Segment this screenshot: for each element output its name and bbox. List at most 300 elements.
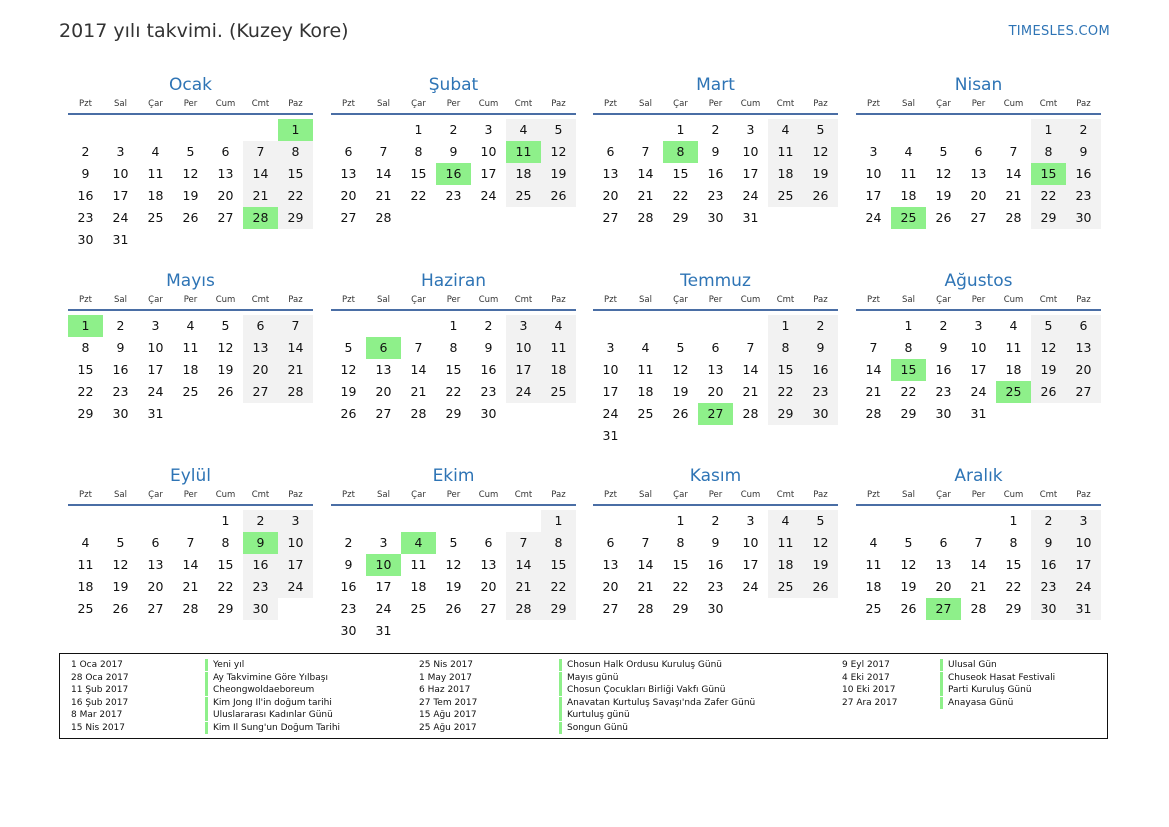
- day-cell: 20: [935, 579, 952, 594]
- empty-cell: [891, 119, 926, 141]
- day-cell: 13: [1066, 337, 1101, 359]
- day-cell: 20: [970, 188, 987, 203]
- weekday-label: Per: [708, 295, 723, 305]
- day-cell: 9: [1031, 532, 1066, 554]
- day-cell: 13: [970, 166, 987, 181]
- month-name: Ağustos: [944, 271, 1013, 291]
- month-3: [593, 74, 838, 229]
- month-4: [856, 74, 1101, 229]
- day-cell: 4: [186, 318, 195, 333]
- month-divider: [331, 504, 576, 506]
- empty-cell: [366, 119, 401, 141]
- weekday-label: Per: [446, 295, 461, 305]
- weekday-label: Çar: [673, 99, 688, 109]
- day-cell: 26: [445, 601, 462, 616]
- empty-cell: [506, 510, 541, 532]
- weekday-label: Per: [971, 295, 986, 305]
- day-cell: 22: [1031, 185, 1066, 207]
- empty-cell: [856, 510, 891, 532]
- empty-cell: [138, 119, 173, 141]
- day-cell: 18: [637, 384, 654, 399]
- day-cell: 2: [711, 122, 720, 137]
- day-cell: 20: [340, 188, 357, 203]
- month-5: [68, 270, 313, 425]
- day-cell: 3: [506, 315, 541, 337]
- month-6: [331, 270, 576, 425]
- legend-date: 27 Tem 2017: [419, 697, 478, 708]
- weekday-label: Cmt: [776, 295, 795, 305]
- empty-cell: [401, 510, 436, 532]
- day-cell: 12: [541, 141, 576, 163]
- empty-cell: [628, 119, 663, 141]
- day-cell: 28: [970, 601, 987, 616]
- weekday-label: Per: [183, 99, 198, 109]
- day-cell: 18: [900, 188, 917, 203]
- day-cell: 1: [1031, 119, 1066, 141]
- day-cell: 2: [1066, 119, 1101, 141]
- weekday-label: Çar: [411, 99, 426, 109]
- weekday-header: [331, 294, 576, 307]
- legend-date: 4 Eki 2017: [842, 672, 890, 683]
- day-cell: 8: [1009, 535, 1018, 550]
- weekday-label: Paz: [551, 295, 566, 305]
- legend-date: 8 Mar 2017: [71, 710, 123, 721]
- day-cell: 30: [340, 623, 357, 638]
- weekday-label: Cum: [215, 99, 236, 109]
- day-cell: 11: [410, 557, 427, 572]
- empty-cell: [593, 315, 628, 337]
- weekday-label: Sal: [114, 99, 127, 109]
- day-cell: 5: [116, 535, 125, 550]
- day-cell: 5: [904, 535, 913, 550]
- day-cell: 15: [278, 163, 313, 185]
- day-cell: 22: [672, 188, 689, 203]
- day-cell: 3: [151, 318, 160, 333]
- weekday-label: Paz: [1076, 295, 1091, 305]
- empty-cell: [103, 510, 138, 532]
- day-cell: 23: [243, 576, 278, 598]
- day-cell: 29: [541, 598, 576, 620]
- empty-cell: [68, 119, 103, 141]
- day-cell: 6: [151, 535, 160, 550]
- day-cell: 21: [742, 384, 759, 399]
- empty-cell: [243, 119, 278, 141]
- day-cell: 29: [768, 403, 803, 425]
- holiday-day-cell: 27: [926, 598, 961, 620]
- day-cell: 5: [803, 510, 838, 532]
- empty-cell: [138, 510, 173, 532]
- month-divider: [593, 113, 838, 115]
- day-cell: 17: [480, 166, 497, 181]
- day-cell: 29: [217, 601, 234, 616]
- day-cell: 20: [217, 188, 234, 203]
- day-cell: 6: [974, 144, 983, 159]
- day-cell: 28: [1005, 210, 1022, 225]
- weekday-header: [856, 489, 1101, 502]
- day-cell: 14: [410, 362, 427, 377]
- day-cell: 4: [541, 315, 576, 337]
- day-cell: 10: [147, 340, 164, 355]
- empty-cell: [471, 510, 506, 532]
- day-cell: 11: [77, 557, 94, 572]
- day-cell: 12: [803, 141, 838, 163]
- holiday-day-cell: 1: [278, 119, 313, 141]
- day-cell: 26: [112, 601, 129, 616]
- day-cell: 2: [243, 510, 278, 532]
- month-divider: [68, 113, 313, 115]
- weekday-label: Cmt: [514, 295, 533, 305]
- day-cell: 26: [340, 406, 357, 421]
- day-grid: [856, 510, 1101, 620]
- day-cell: 19: [541, 163, 576, 185]
- weekday-label: Cum: [1003, 490, 1024, 500]
- day-cell: 1: [676, 122, 685, 137]
- day-cell: 3: [116, 144, 125, 159]
- day-cell: 1: [676, 513, 685, 528]
- day-cell: 29: [900, 406, 917, 421]
- day-cell: 7: [379, 144, 388, 159]
- month-1: [68, 74, 313, 251]
- legend-holiday-name: Anavatan Kurtuluş Savaşı'nda Zafer Günü: [559, 697, 755, 709]
- empty-cell: [436, 510, 471, 532]
- day-cell: 4: [869, 535, 878, 550]
- legend-holiday-name: Mayıs günü: [559, 672, 618, 684]
- month-name: Haziran: [420, 271, 487, 291]
- weekday-label: Cum: [478, 295, 499, 305]
- weekday-label: Çar: [673, 295, 688, 305]
- month-9: [68, 465, 313, 620]
- day-cell: 10: [1066, 532, 1101, 554]
- day-cell: 7: [1009, 144, 1018, 159]
- weekday-label: Sal: [639, 490, 652, 500]
- day-cell: 21: [637, 579, 654, 594]
- legend-holiday-name: Chosun Halk Ordusu Kuruluş Günü: [559, 659, 722, 671]
- day-grid: [856, 315, 1101, 425]
- weekday-label: Pzt: [604, 99, 617, 109]
- weekday-header: [68, 489, 313, 502]
- day-cell: 19: [900, 579, 917, 594]
- day-cell: 7: [641, 144, 650, 159]
- empty-cell: [628, 510, 663, 532]
- day-cell: 22: [217, 579, 234, 594]
- empty-cell: [366, 315, 401, 337]
- day-cell: 9: [711, 535, 720, 550]
- weekday-label: Per: [971, 99, 986, 109]
- day-cell: 6: [344, 144, 353, 159]
- day-cell: 17: [742, 557, 759, 572]
- empty-cell: [173, 119, 208, 141]
- weekday-label: Paz: [551, 490, 566, 500]
- day-cell: 24: [742, 579, 759, 594]
- day-cell: 1: [221, 513, 230, 528]
- weekday-label: Çar: [411, 490, 426, 500]
- day-cell: 4: [151, 144, 160, 159]
- day-cell: 10: [112, 166, 129, 181]
- day-cell: 24: [480, 188, 497, 203]
- day-cell: 19: [182, 188, 199, 203]
- weekday-label: Per: [971, 490, 986, 500]
- day-cell: 28: [375, 210, 392, 225]
- day-cell: 21: [637, 188, 654, 203]
- legend-holiday-name: Chosun Çocukları Birliği Vakfı Günü: [559, 684, 725, 696]
- day-cell: 10: [506, 337, 541, 359]
- day-cell: 5: [676, 340, 685, 355]
- day-cell: 7: [641, 535, 650, 550]
- weekday-label: Cmt: [514, 490, 533, 500]
- day-cell: 31: [147, 406, 164, 421]
- day-grid: [593, 119, 838, 229]
- legend-holiday-name: Songun Günü: [559, 722, 628, 734]
- day-cell: 13: [480, 557, 497, 572]
- day-cell: 26: [935, 210, 952, 225]
- day-cell: 6: [939, 535, 948, 550]
- day-cell: 30: [480, 406, 497, 421]
- weekday-label: Pzt: [867, 490, 880, 500]
- day-cell: 16: [480, 362, 497, 377]
- weekday-label: Per: [446, 490, 461, 500]
- weekday-label: Cmt: [776, 490, 795, 500]
- holiday-day-cell: 25: [996, 381, 1031, 403]
- day-cell: 10: [742, 535, 759, 550]
- month-name: Ekim: [432, 466, 475, 486]
- weekday-label: Pzt: [867, 295, 880, 305]
- day-cell: 9: [711, 144, 720, 159]
- weekday-label: Paz: [551, 99, 566, 109]
- weekday-label: Cum: [478, 99, 499, 109]
- day-cell: 3: [278, 510, 313, 532]
- day-cell: 11: [182, 340, 199, 355]
- empty-cell: [593, 119, 628, 141]
- day-cell: 23: [112, 384, 129, 399]
- empty-cell: [331, 315, 366, 337]
- month-8: [856, 270, 1101, 425]
- day-cell: 30: [1031, 598, 1066, 620]
- day-cell: 22: [278, 185, 313, 207]
- holiday-day-cell: 1: [68, 315, 103, 337]
- day-cell: 19: [935, 188, 952, 203]
- day-cell: 1: [904, 318, 913, 333]
- empty-cell: [891, 510, 926, 532]
- weekday-label: Pzt: [604, 295, 617, 305]
- day-grid: [856, 119, 1101, 229]
- day-cell: 1: [449, 318, 458, 333]
- day-cell: 7: [243, 141, 278, 163]
- month-11: [593, 465, 838, 620]
- day-cell: 31: [1066, 598, 1101, 620]
- day-cell: 12: [1031, 337, 1066, 359]
- day-cell: 24: [602, 406, 619, 421]
- day-cell: 12: [182, 166, 199, 181]
- weekday-label: Sal: [902, 99, 915, 109]
- day-cell: 18: [506, 163, 541, 185]
- day-cell: 16: [935, 362, 952, 377]
- weekday-label: Cum: [740, 99, 761, 109]
- legend-holiday-name: Ulusal Gün: [940, 659, 997, 671]
- day-cell: 19: [112, 579, 129, 594]
- day-cell: 16: [112, 362, 129, 377]
- day-grid: [331, 119, 576, 229]
- weekday-label: Cum: [478, 490, 499, 500]
- day-cell: 9: [1066, 141, 1101, 163]
- holiday-day-cell: 4: [401, 532, 436, 554]
- day-cell: 23: [707, 188, 724, 203]
- day-cell: 26: [803, 185, 838, 207]
- holiday-day-cell: 25: [891, 207, 926, 229]
- weekday-label: Per: [183, 295, 198, 305]
- day-cell: 2: [803, 315, 838, 337]
- day-grid: [331, 315, 576, 425]
- day-cell: 30: [707, 601, 724, 616]
- month-divider: [68, 504, 313, 506]
- day-cell: 5: [939, 144, 948, 159]
- legend-date: 10 Eki 2017: [842, 685, 896, 696]
- weekday-label: Per: [708, 490, 723, 500]
- day-cell: 16: [340, 579, 357, 594]
- day-cell: 20: [480, 579, 497, 594]
- day-cell: 27: [480, 601, 497, 616]
- day-cell: 13: [340, 166, 357, 181]
- day-cell: 21: [970, 579, 987, 594]
- day-cell: 3: [869, 144, 878, 159]
- day-cell: 6: [1066, 315, 1101, 337]
- day-cell: 12: [803, 532, 838, 554]
- day-cell: 5: [221, 318, 230, 333]
- weekday-header: [68, 98, 313, 111]
- month-10: [331, 465, 576, 642]
- day-cell: 5: [803, 119, 838, 141]
- day-cell: 19: [1031, 359, 1066, 381]
- day-cell: 14: [970, 557, 987, 572]
- month-divider: [593, 504, 838, 506]
- day-cell: 30: [77, 232, 94, 247]
- day-cell: 25: [768, 576, 803, 598]
- weekday-label: Cum: [215, 490, 236, 500]
- day-cell: 30: [707, 210, 724, 225]
- weekday-label: Paz: [1076, 490, 1091, 500]
- day-cell: 4: [81, 535, 90, 550]
- month-12: [856, 465, 1101, 620]
- day-cell: 21: [1005, 188, 1022, 203]
- holiday-day-cell: 9: [243, 532, 278, 554]
- weekday-label: Pzt: [342, 490, 355, 500]
- holiday-day-cell: 28: [243, 207, 278, 229]
- month-divider: [68, 309, 313, 311]
- day-cell: 27: [340, 210, 357, 225]
- day-cell: 7: [746, 340, 755, 355]
- day-cell: 6: [606, 535, 615, 550]
- weekday-label: Sal: [114, 295, 127, 305]
- month-divider: [856, 504, 1101, 506]
- day-cell: 20: [602, 188, 619, 203]
- weekday-label: Cmt: [514, 99, 533, 109]
- day-cell: 13: [707, 362, 724, 377]
- day-cell: 25: [147, 210, 164, 225]
- day-cell: 15: [541, 554, 576, 576]
- day-cell: 10: [278, 532, 313, 554]
- day-cell: 31: [970, 406, 987, 421]
- day-cell: 19: [672, 384, 689, 399]
- day-cell: 8: [414, 144, 423, 159]
- day-cell: 3: [1066, 510, 1101, 532]
- day-cell: 21: [410, 384, 427, 399]
- weekday-label: Çar: [148, 99, 163, 109]
- day-cell: 13: [147, 557, 164, 572]
- day-cell: 16: [707, 166, 724, 181]
- day-cell: 6: [243, 315, 278, 337]
- day-cell: 14: [1005, 166, 1022, 181]
- day-cell: 10: [480, 144, 497, 159]
- day-cell: 10: [865, 166, 882, 181]
- empty-cell: [628, 315, 663, 337]
- day-cell: 23: [1066, 185, 1101, 207]
- day-cell: 12: [340, 362, 357, 377]
- month-name: Nisan: [954, 75, 1003, 95]
- day-cell: 14: [243, 163, 278, 185]
- day-cell: 2: [116, 318, 125, 333]
- day-cell: 6: [221, 144, 230, 159]
- day-cell: 16: [77, 188, 94, 203]
- weekday-label: Paz: [1076, 99, 1091, 109]
- legend-date: 27 Ara 2017: [842, 697, 898, 708]
- weekday-label: Cum: [1003, 99, 1024, 109]
- day-cell: 16: [243, 554, 278, 576]
- weekday-header: [331, 489, 576, 502]
- day-cell: 2: [344, 535, 353, 550]
- day-cell: 6: [606, 144, 615, 159]
- day-cell: 30: [112, 406, 129, 421]
- day-cell: 14: [182, 557, 199, 572]
- day-cell: 21: [375, 188, 392, 203]
- day-cell: 26: [217, 384, 234, 399]
- weekday-label: Sal: [377, 490, 390, 500]
- day-cell: 31: [602, 428, 619, 443]
- page-title: 2017 yılı takvimi. (Kuzey Kore): [59, 20, 349, 42]
- day-cell: 4: [768, 119, 803, 141]
- day-cell: 31: [375, 623, 392, 638]
- day-cell: 5: [344, 340, 353, 355]
- weekday-label: Sal: [902, 295, 915, 305]
- empty-cell: [926, 510, 961, 532]
- day-cell: 14: [375, 166, 392, 181]
- day-cell: 22: [541, 576, 576, 598]
- site-link[interactable]: TIMESLES.COM: [1008, 24, 1110, 39]
- legend-date: 15 Ağu 2017: [419, 710, 477, 721]
- day-cell: 2: [484, 318, 493, 333]
- day-cell: 24: [970, 384, 987, 399]
- weekday-header: [593, 294, 838, 307]
- empty-cell: [961, 510, 996, 532]
- day-cell: 11: [147, 166, 164, 181]
- day-cell: 8: [1031, 141, 1066, 163]
- weekday-label: Pzt: [79, 295, 92, 305]
- day-cell: 17: [1066, 554, 1101, 576]
- legend-date: 28 Oca 2017: [71, 672, 129, 683]
- day-cell: 26: [541, 185, 576, 207]
- day-cell: 27: [970, 210, 987, 225]
- day-cell: 23: [77, 210, 94, 225]
- day-cell: 25: [410, 601, 427, 616]
- day-cell: 26: [672, 406, 689, 421]
- day-cell: 3: [484, 122, 493, 137]
- day-cell: 2: [81, 144, 90, 159]
- day-cell: 23: [707, 579, 724, 594]
- day-cell: 7: [974, 535, 983, 550]
- weekday-label: Sal: [639, 295, 652, 305]
- day-cell: 26: [900, 601, 917, 616]
- day-cell: 20: [1066, 359, 1101, 381]
- weekday-label: Sal: [639, 99, 652, 109]
- day-cell: 4: [768, 510, 803, 532]
